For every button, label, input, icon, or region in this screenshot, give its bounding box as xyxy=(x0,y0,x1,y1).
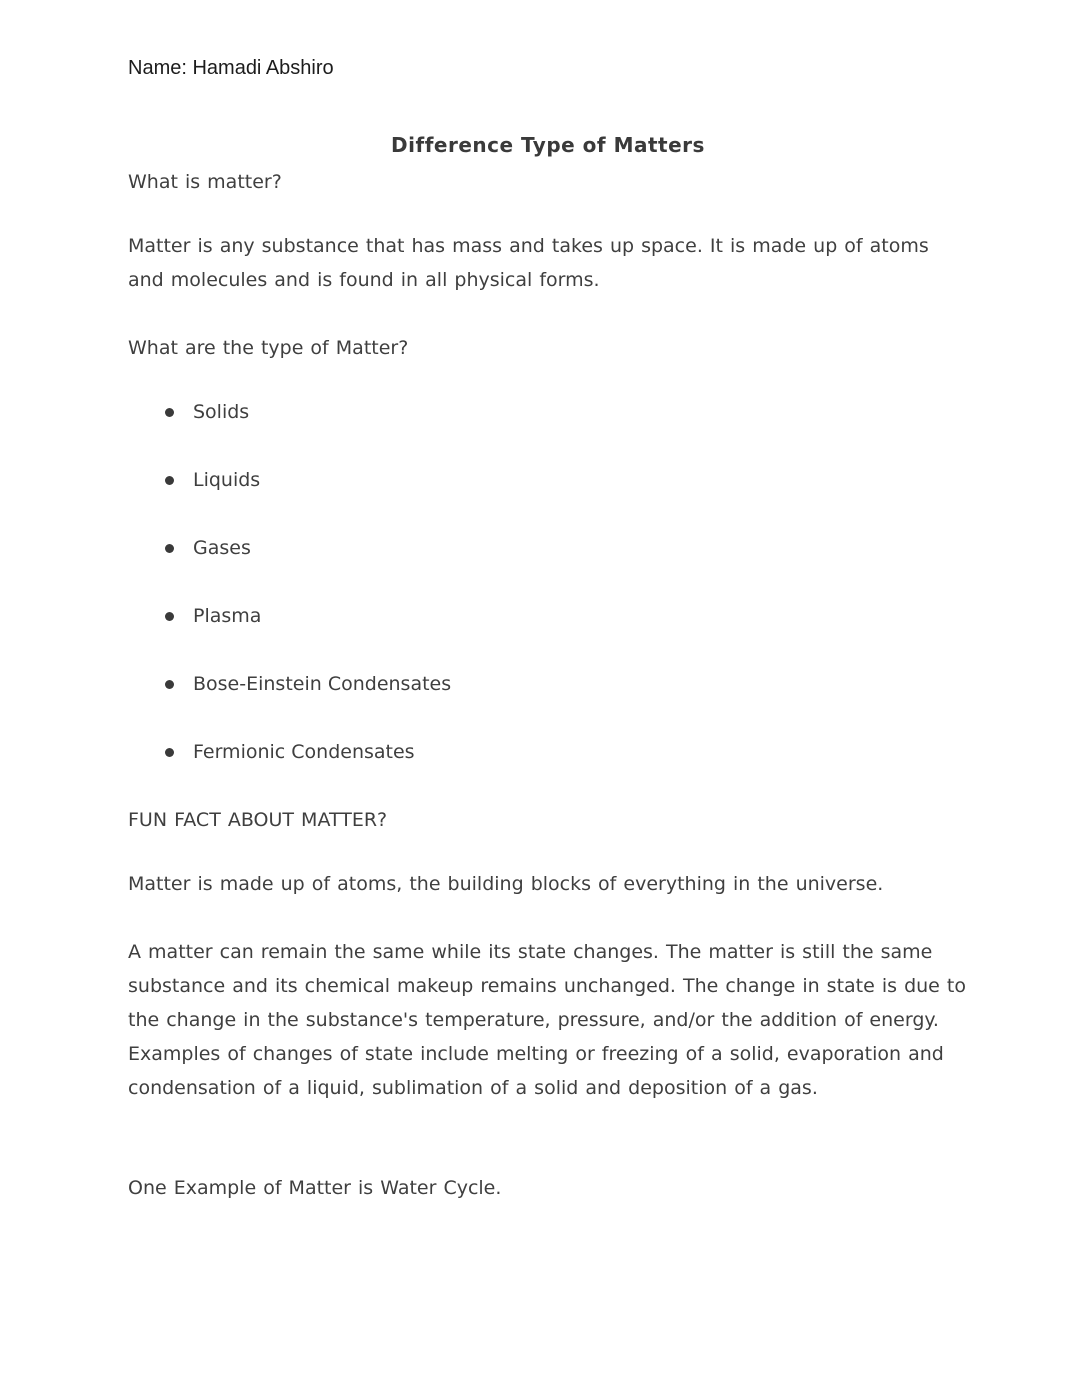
paragraph-matter-definition: Matter is any substance that has mass and takes up space. It is made up of atoms and molecules and is found in all physical forms. xyxy=(128,235,929,291)
list-item-fermionic-condensates xyxy=(165,735,968,769)
example-water-cycle-line: One Example of Matter is Water Cycle. xyxy=(128,1177,502,1199)
list-item-label: Bose-Einstein Condensates xyxy=(193,673,452,695)
student-name-line: Name: Hamadi Abshiro xyxy=(128,57,334,79)
list-item-bose-einstein-condensates xyxy=(165,667,968,701)
list-item-label: Solids xyxy=(193,401,250,423)
bullet-icon xyxy=(165,748,174,757)
bullet-icon xyxy=(165,544,174,553)
document-content xyxy=(128,56,968,1205)
list-item-solids xyxy=(165,395,968,429)
question-what-is-matter: What is matter? xyxy=(128,171,282,193)
list-item-plasma xyxy=(165,599,968,633)
fun-fact-text: Matter is made up of atoms, the building blocks of everything in the universe. xyxy=(128,873,884,895)
matter-types-list xyxy=(128,395,968,769)
list-item-label: Gases xyxy=(193,537,251,559)
bullet-icon xyxy=(165,476,174,485)
document-title: Difference Type of Matters xyxy=(391,133,705,157)
question-types-of-matter: What are the type of Matter? xyxy=(128,337,409,359)
list-item-label: Plasma xyxy=(193,605,262,627)
list-item-gases xyxy=(165,531,968,565)
bullet-icon xyxy=(165,680,174,689)
paragraph-state-changes: A matter can remain the same while its state changes. The matter is still the same substance and its chemical makeup remains unchanged. The change in state is due to the change in the substance's temperature, pressure, and/or the addition of energy. Examples of changes of state include melting or freezing of a solid, evaporation and condensation of a liquid, sublimation of a solid and deposition of a gas. xyxy=(128,941,966,1099)
list-item-label: Fermionic Condensates xyxy=(193,741,415,763)
list-item-liquids xyxy=(165,463,968,497)
bullet-icon xyxy=(165,612,174,621)
list-item-label: Liquids xyxy=(193,469,261,491)
fun-fact-heading: FUN FACT ABOUT MATTER? xyxy=(128,809,388,831)
bullet-icon xyxy=(165,408,174,417)
